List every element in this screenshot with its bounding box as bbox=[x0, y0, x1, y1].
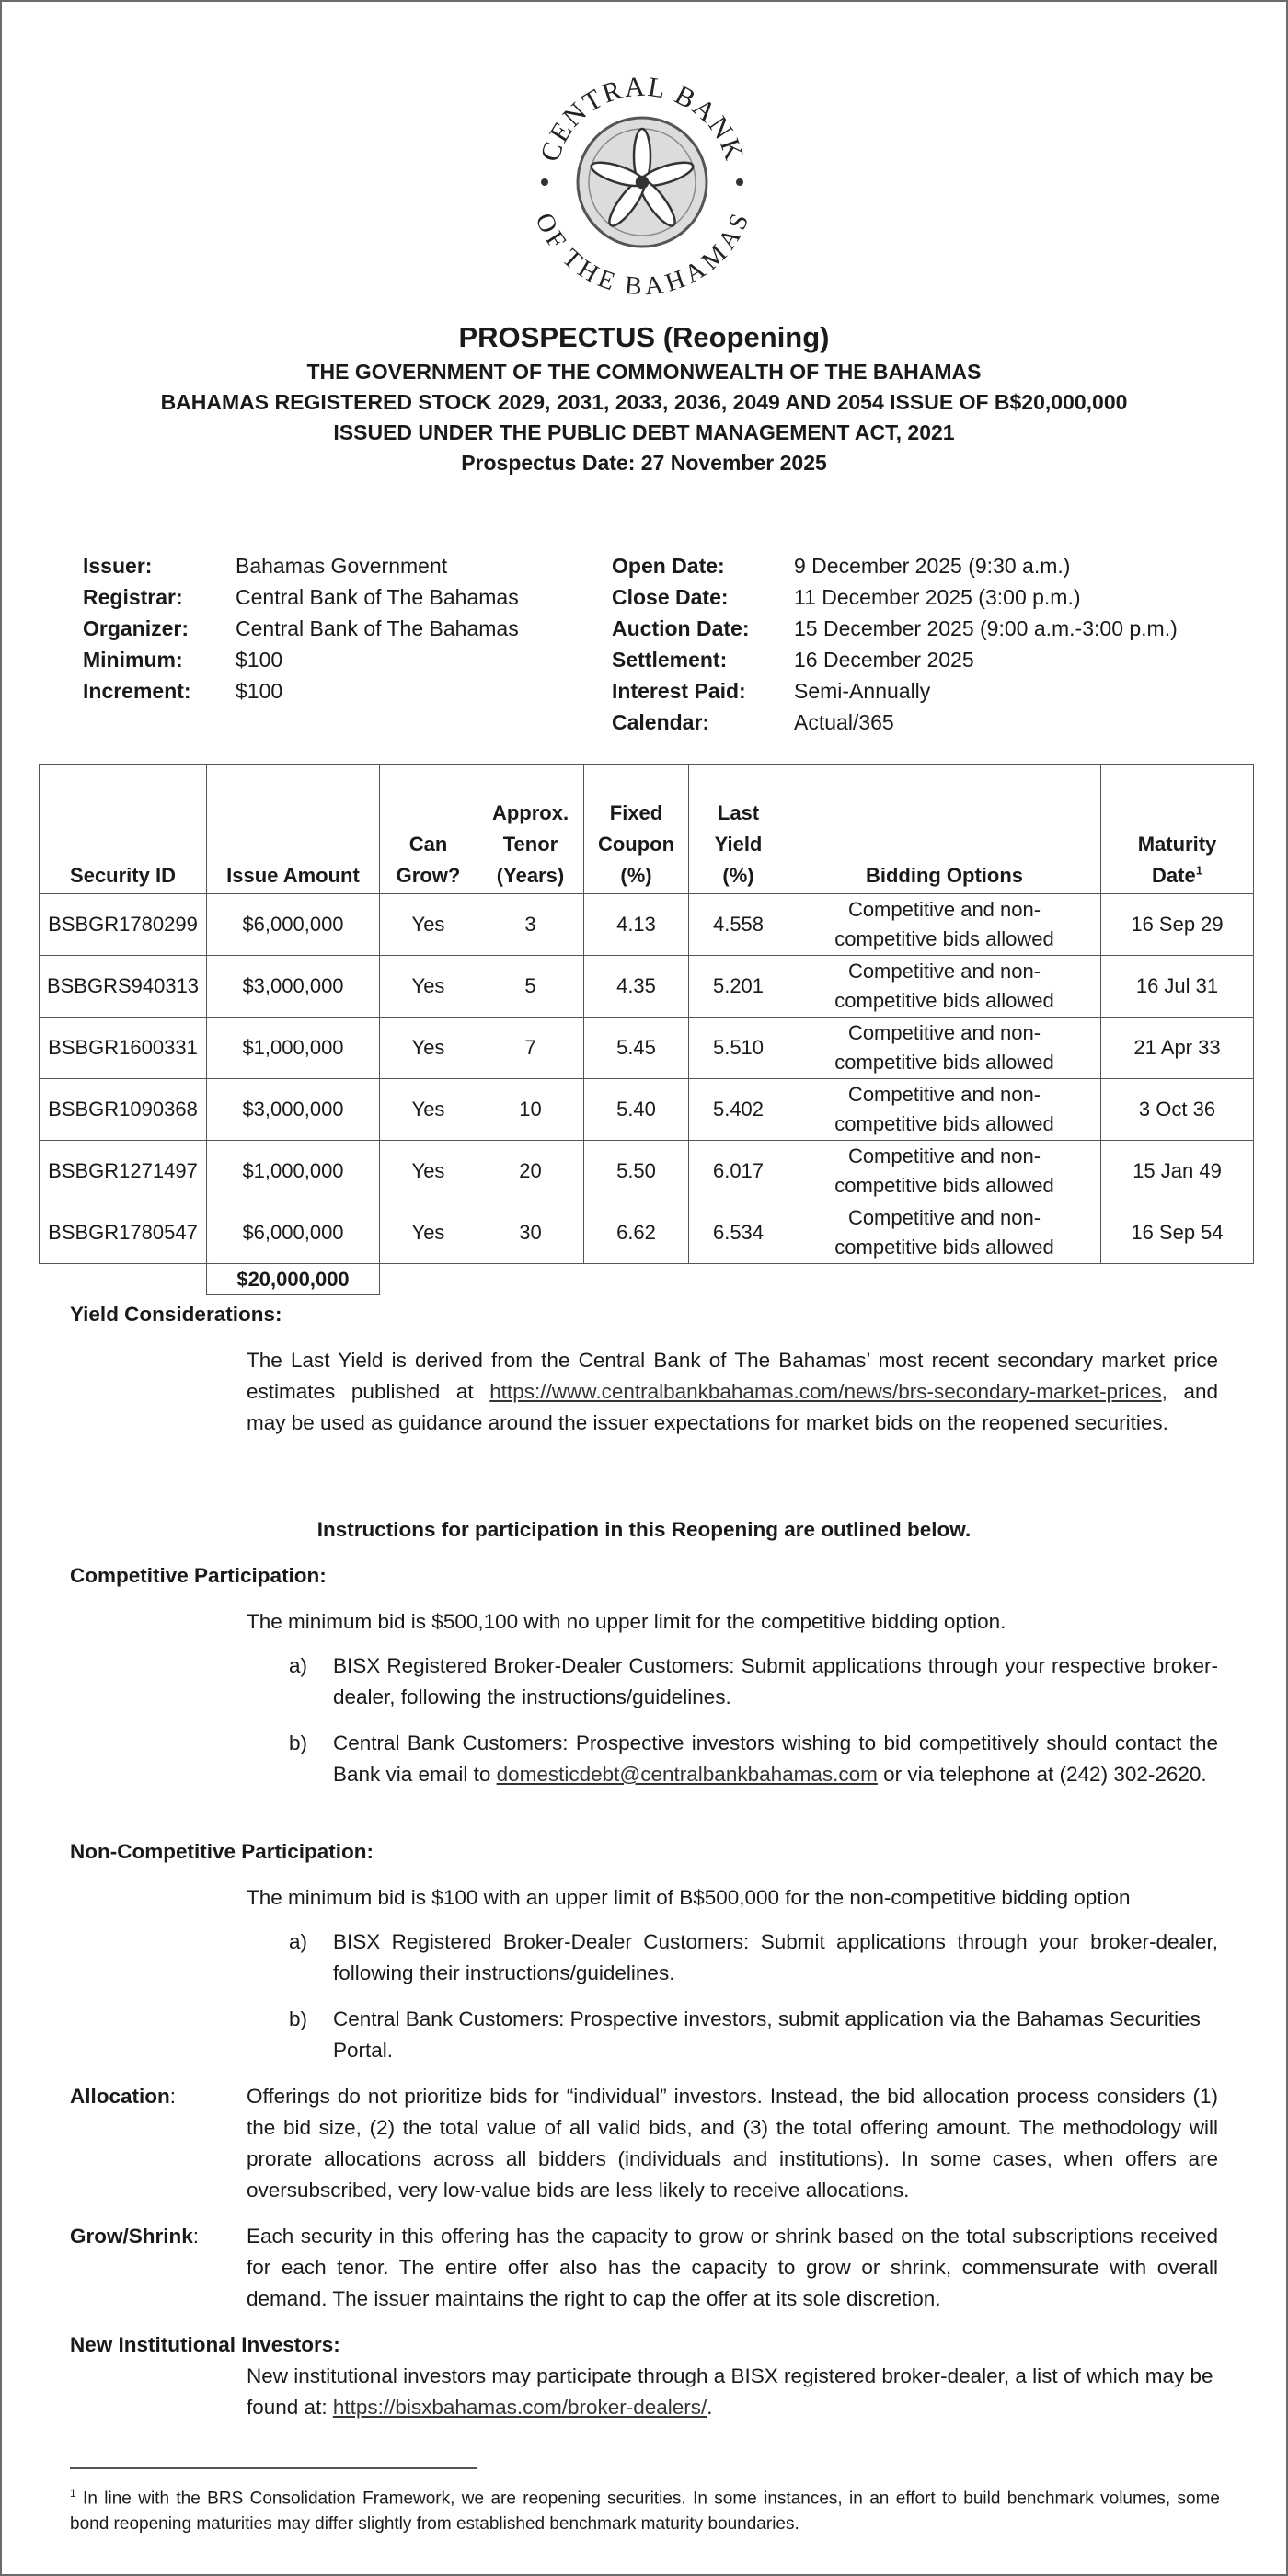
title-line-3: ISSUED UNDER THE PUBLIC DEBT MANAGEMENT ACT, 2021 bbox=[333, 420, 955, 444]
info-label: Calendar: bbox=[612, 710, 710, 734]
cell-tenor: 3 bbox=[477, 894, 584, 956]
list-marker: a) bbox=[289, 1654, 308, 1677]
info-label: Minimum: bbox=[83, 648, 183, 672]
info-row bbox=[83, 550, 561, 581]
col-header-bidding-options: Bidding Options bbox=[788, 765, 1101, 894]
cell-issue-amount: $1,000,000 bbox=[207, 1018, 380, 1079]
list-marker: b) bbox=[289, 1731, 308, 1754]
new-institutional-investors-heading: New Institutional Investors: bbox=[70, 2333, 340, 2356]
allocation-label: Allocation: bbox=[70, 2085, 177, 2108]
info-value: 11 December 2025 (3:00 p.m.) bbox=[794, 585, 1081, 609]
cell-issue-amount: $1,000,000 bbox=[207, 1141, 380, 1202]
col-header-tenor: Approx. Tenor (Years) bbox=[477, 765, 584, 894]
info-label: Increment: bbox=[83, 679, 191, 703]
cell-maturity: 21 Apr 33 bbox=[1101, 1018, 1254, 1079]
info-row bbox=[83, 644, 561, 675]
info-value: Central Bank of The Bahamas bbox=[236, 585, 519, 609]
table-row bbox=[40, 1018, 1254, 1079]
cell-bidding-options: Competitive and non- competitive bids allowed bbox=[788, 1202, 1101, 1264]
cell-coupon: 5.40 bbox=[584, 1079, 689, 1141]
info-value: 16 December 2025 bbox=[794, 648, 974, 672]
schedule-info bbox=[612, 550, 1256, 738]
info-row bbox=[612, 644, 1256, 675]
cell-maturity: 16 Jul 31 bbox=[1101, 956, 1254, 1018]
info-value: 9 December 2025 (9:30 a.m.) bbox=[794, 554, 1071, 578]
cell-can-grow: Yes bbox=[380, 956, 477, 1018]
cell-yield: 6.534 bbox=[689, 1202, 788, 1264]
table-row bbox=[40, 894, 1254, 956]
info-row bbox=[612, 675, 1256, 707]
cell-security-id: BSBGR1600331 bbox=[40, 1018, 207, 1079]
securities-table bbox=[39, 764, 1254, 1295]
info-label: Interest Paid: bbox=[612, 679, 746, 703]
cell-coupon: 4.13 bbox=[584, 894, 689, 956]
cell-issue-amount: $6,000,000 bbox=[207, 1202, 380, 1264]
cell-bidding-options: Competitive and non- competitive bids allowed bbox=[788, 894, 1101, 956]
cell-can-grow: Yes bbox=[380, 1141, 477, 1202]
grow-shrink-label: Grow/Shrink: bbox=[70, 2225, 200, 2248]
yield-considerations-heading: Yield Considerations: bbox=[70, 1303, 282, 1326]
info-label: Auction Date: bbox=[612, 616, 750, 640]
table-row bbox=[40, 1079, 1254, 1141]
logo-bottom-text: OF THE BAHAMAS bbox=[529, 209, 755, 300]
cell-yield: 5.510 bbox=[689, 1018, 788, 1079]
table-header-row bbox=[40, 765, 1254, 894]
cell-yield: 5.402 bbox=[689, 1079, 788, 1141]
info-label: Close Date: bbox=[612, 585, 729, 609]
info-value: Central Bank of The Bahamas bbox=[236, 616, 519, 640]
cell-security-id: BSBGR1780299 bbox=[40, 894, 207, 956]
info-value: $100 bbox=[236, 679, 283, 703]
cell-bidding-options: Competitive and non- competitive bids allowed bbox=[788, 1079, 1101, 1141]
info-row bbox=[83, 675, 561, 707]
cell-tenor: 5 bbox=[477, 956, 584, 1018]
page-title: PROSPECTUS (Reopening) bbox=[458, 321, 830, 353]
broker-dealers-link[interactable]: https://bisxbahamas.com/broker-dealers/ bbox=[332, 2396, 707, 2419]
cell-maturity: 3 Oct 36 bbox=[1101, 1079, 1254, 1141]
cell-coupon: 6.62 bbox=[584, 1202, 689, 1264]
cell-yield: 4.558 bbox=[689, 894, 788, 956]
cell-security-id: BSBGR1090368 bbox=[40, 1079, 207, 1141]
competitive-intro: The minimum bid is $500,100 with no upper limit for the competitive bidding option. bbox=[247, 1610, 1006, 1633]
cell-issue-amount: $3,000,000 bbox=[207, 1079, 380, 1141]
info-value: Bahamas Government bbox=[236, 554, 448, 578]
cell-yield: 5.201 bbox=[689, 956, 788, 1018]
info-label: Open Date: bbox=[612, 554, 725, 578]
info-row bbox=[612, 550, 1256, 581]
prospectus-page bbox=[2, 2, 1286, 2574]
footnote: $^1$ In line with the BRS Consolidation Framework, we are reopening securities. In some instances, in an effort to build benchmark volumes, some bond reopening maturities may differ slightly from established benchmark maturity boundaries. bbox=[70, 2487, 1220, 2535]
info-row bbox=[612, 581, 1256, 613]
footnote-divider bbox=[70, 2467, 477, 2469]
footnote-marker: 1 bbox=[1195, 863, 1202, 878]
info-label: Settlement: bbox=[612, 648, 728, 672]
cell-can-grow: Yes bbox=[380, 1202, 477, 1264]
cell-bidding-options: Competitive and non- competitive bids allowed bbox=[788, 956, 1101, 1018]
info-label: Organizer: bbox=[83, 616, 190, 640]
cell-tenor: 10 bbox=[477, 1079, 584, 1141]
title-line-2: BAHAMAS REGISTERED STOCK 2029, 2031, 2033, 2036, 2049 AND 2054 ISSUE OF B$20,000,000 bbox=[160, 390, 1128, 414]
issuer-info bbox=[83, 550, 561, 707]
non-competitive-item-b: b) Central Bank Customers: Prospective investors, submit application via the Bahamas Securities Portal. bbox=[333, 2004, 1218, 2066]
cell-tenor: 30 bbox=[477, 1202, 584, 1264]
cell-coupon: 4.35 bbox=[584, 956, 689, 1018]
info-value: Actual/365 bbox=[794, 710, 894, 734]
competitive-item-a: a) BISX Registered Broker-Dealer Customers: Submit applications through your respective broker-dealer, following the instructions/guidelines. bbox=[333, 1650, 1218, 1713]
cell-yield: 6.017 bbox=[689, 1141, 788, 1202]
domestic-debt-email-link[interactable]: domesticdebt@centralbankbahamas.com bbox=[496, 1763, 878, 1786]
grow-shrink-text: Each security in this offering has the capacity to grow or shrink based on the total subscriptions received for each tenor. The entire offer also has the capacity to grow or shrink, commensurate with overall demand. The issuer maintains the right to cap the offer at its sole discretion. bbox=[247, 2225, 1218, 2310]
list-marker: b) bbox=[289, 2007, 308, 2030]
cell-maturity: 15 Jan 49 bbox=[1101, 1141, 1254, 1202]
cell-security-id: BSBGR1271497 bbox=[40, 1141, 207, 1202]
cell-coupon: 5.50 bbox=[584, 1141, 689, 1202]
non-competitive-intro: The minimum bid is $100 with an upper limit of B$500,000 for the non-competitive bidding option bbox=[247, 1886, 1131, 1909]
info-value: $100 bbox=[236, 648, 283, 672]
col-header-can-grow: Can Grow? bbox=[380, 765, 477, 894]
info-label: Registrar: bbox=[83, 585, 183, 609]
central-bank-seal-logo bbox=[524, 64, 760, 300]
non-competitive-item-a: a) BISX Registered Broker-Dealer Customers: Submit applications through your broker-dealer, following their instructions/guidelines. bbox=[333, 1926, 1218, 1989]
table-total-row bbox=[40, 1264, 1254, 1295]
cell-issue-amount: $6,000,000 bbox=[207, 894, 380, 956]
cell-security-id: BSBGR1780547 bbox=[40, 1202, 207, 1264]
cell-maturity: 16 Sep 54 bbox=[1101, 1202, 1254, 1264]
cell-security-id: BSBGRS940313 bbox=[40, 956, 207, 1018]
col-header-coupon: Fixed Coupon (%) bbox=[584, 765, 689, 894]
allocation-text: Offerings do not prioritize bids for “individual” investors. Instead, the bid allocation process considers (1) the bid size, (2) the total value of all valid bids, and (3) the total offering amount. The methodology will prorate allocations across all bidders (individuals and institutions). In some cases, when offers are oversubscribed, very low-value bids are less likely to receive allocations. bbox=[247, 2085, 1218, 2202]
yield-considerations-text: The Last Yield is derived from the Central Bank of The Bahamas’ most recent secondary market price estimates published at https://www.centralbankbahamas.com/news/brs-secondary-market-prices, and may be used as guidance around the issuer expectations for market bids on the reopened securities. bbox=[247, 1349, 1218, 1434]
cell-can-grow: Yes bbox=[380, 894, 477, 956]
cell-bidding-options: Competitive and non- competitive bids allowed bbox=[788, 1018, 1101, 1079]
col-header-issue-amount: Issue Amount bbox=[207, 765, 380, 894]
instructions-heading: Instructions for participation in this Reopening are outlined below. bbox=[316, 1518, 972, 1541]
info-row bbox=[612, 707, 1256, 738]
table-row bbox=[40, 1202, 1254, 1264]
prospectus-date: Prospectus Date: 27 November 2025 bbox=[461, 451, 827, 475]
cell-issue-amount: $3,000,000 bbox=[207, 956, 380, 1018]
col-header-yield: Last Yield (%) bbox=[689, 765, 788, 894]
non-competitive-participation-heading: Non-Competitive Participation: bbox=[70, 1840, 374, 1863]
cell-bidding-options: Competitive and non- competitive bids allowed bbox=[788, 1141, 1101, 1202]
info-value: 15 December 2025 (9:00 a.m.-3:00 p.m.) bbox=[794, 616, 1178, 640]
footnote-marker: 1 bbox=[70, 2487, 76, 2500]
cell-can-grow: Yes bbox=[380, 1018, 477, 1079]
competitive-item-b: b) Central Bank Customers: Prospective investors wishing to bid competitively should contact the Bank via email to domesticdebt@centralbankbahamas.com or via telephone at (242) 302-2620. bbox=[333, 1728, 1218, 1790]
cell-coupon: 5.45 bbox=[584, 1018, 689, 1079]
title-block bbox=[2, 318, 1286, 478]
cell-maturity: 16 Sep 29 bbox=[1101, 894, 1254, 956]
cell-tenor: 20 bbox=[477, 1141, 584, 1202]
title-line-1: THE GOVERNMENT OF THE COMMONWEALTH OF THE BAHAMAS bbox=[306, 360, 982, 384]
cell-total-amount: $20,000,000 bbox=[207, 1264, 380, 1295]
info-row bbox=[83, 613, 561, 644]
table-row bbox=[40, 1141, 1254, 1202]
competitive-participation-heading: Competitive Participation: bbox=[70, 1564, 327, 1587]
col-header-maturity: Maturity Date$^1$ bbox=[1101, 765, 1254, 894]
table-row bbox=[40, 956, 1254, 1018]
secondary-market-prices-link[interactable]: https://www.centralbankbahamas.com/news/brs-secondary-market-prices bbox=[489, 1380, 1162, 1403]
cell-can-grow: Yes bbox=[380, 1079, 477, 1141]
info-label: Issuer: bbox=[83, 554, 153, 578]
info-value: Semi-Annually bbox=[794, 679, 931, 703]
list-marker: a) bbox=[289, 1930, 308, 1953]
info-row bbox=[83, 581, 561, 613]
cell-tenor: 7 bbox=[477, 1018, 584, 1079]
info-row bbox=[612, 613, 1256, 644]
col-header-security-id: Security ID bbox=[40, 765, 207, 894]
new-institutional-investors-text: New institutional investors may participate through a BISX registered broker-dealer, a list of which may be found at: https://bisxbahamas.com/broker-dealers/. bbox=[247, 2364, 1213, 2419]
logo-top-text: CENTRAL BANK bbox=[535, 71, 750, 166]
